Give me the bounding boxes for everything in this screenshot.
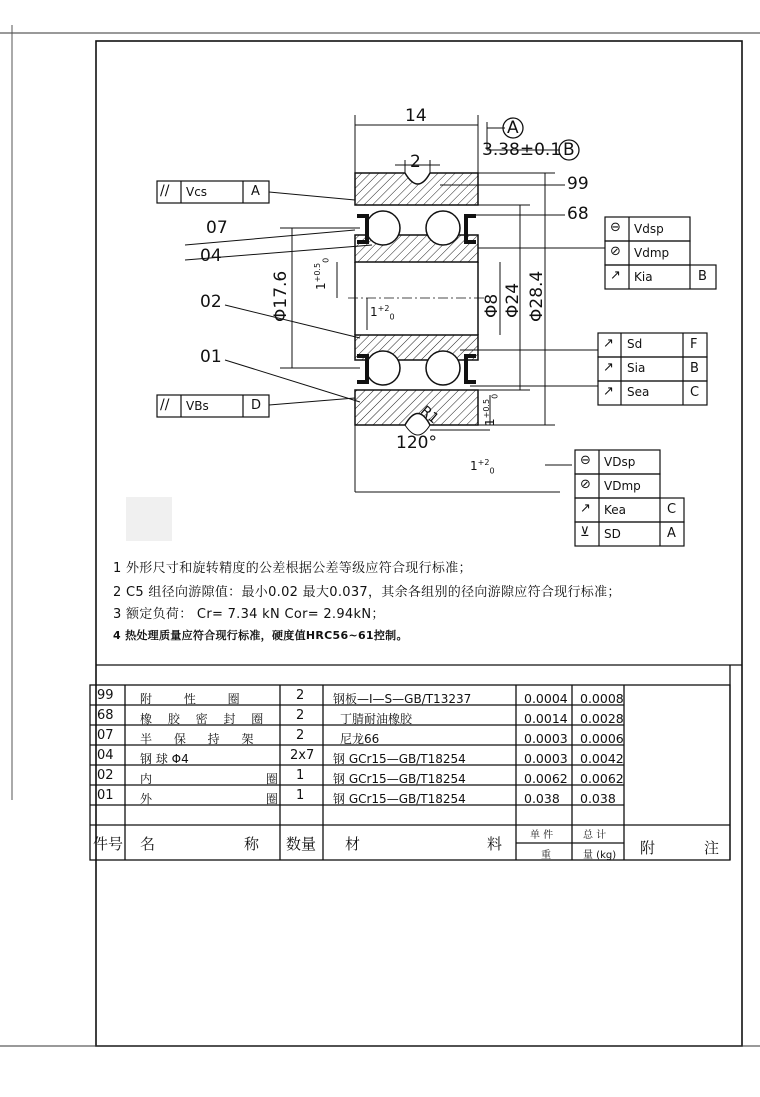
row-unit: 0.0062 [524,771,568,786]
row-name: 钢 球 Φ4 [140,752,189,766]
row-qty: 1 [296,768,305,783]
bearing-section [348,173,485,428]
datum-b-label: B [563,140,575,160]
tol-c-upper: +2 [477,458,490,467]
tol-c-lower: 0 [489,466,495,476]
header-material-b: 料 [487,835,503,853]
header-total: 总 计 [583,830,607,841]
row-no: 02 [97,768,114,783]
row-unit: 0.0014 [524,711,568,726]
r3-ref-3: A [667,526,676,541]
part-label-02: 02 [200,292,222,312]
r1-sym-0: ⊖ [610,220,621,235]
row-material: 钢 GCr15—GB/T18254 [333,752,466,766]
row-total: 0.0006 [580,731,624,746]
r1-sym-1: ⊘ [610,244,621,259]
header-qty: 数量 [286,835,317,853]
dim-width: 14 [405,106,427,126]
r3-name-1: VDmp [604,479,641,493]
tol-d-lower: 0 [490,393,500,399]
tol-d-base: 1 [483,418,497,426]
row-qty: 2 [296,708,305,723]
header-unit: 单 件 [530,830,554,841]
dim-d284: Φ28.4 [527,270,547,322]
r2-ref-1: B [690,361,699,376]
r1-ref-2: B [698,269,707,284]
header-weight-b: 量 (kg) [583,850,617,861]
row-total: 0.0008 [580,691,624,706]
dim-r1: R1 [417,402,442,428]
row-material: 钢板—I—S—GB/T13237 [333,692,472,706]
ball-top-right [426,211,460,245]
r1-name-1: Vdmp [634,246,670,260]
dim-d8: Φ8 [482,293,502,318]
row-name: 橡 胶 密 封 圈 [140,712,264,726]
tol-b-upper: +2 [377,304,390,313]
r2-ref-0: F [690,337,698,352]
r2-sym-1: ↗ [603,360,614,375]
row-unit: 0.0003 [524,751,568,766]
header-name-a: 名 [140,835,156,853]
r2-sym-2: ↗ [603,384,614,399]
row-no: 07 [97,728,114,743]
tol-b-base: 1 [370,305,378,319]
tol-b [370,304,395,321]
row-qty: 2 [296,688,305,703]
dim-groove: 2 [410,152,421,172]
r3-sym-2: ↗ [580,501,591,516]
r3-sym-3: ⊻ [580,525,590,540]
row-qty: 2 [296,728,305,743]
outer-ring-top [355,173,478,205]
dim-d176: Φ17.6 [271,270,291,322]
tol-d-upper: +0.5 [482,398,491,419]
dim-angle: 120° [396,433,437,453]
row-no: 99 [97,688,114,703]
header-remark-a: 附 [640,839,656,857]
outer-ring-bottom [355,390,478,428]
r3-sym-1: ⊘ [580,477,591,492]
note-2: 2 C5 组径向游隙值：最小0.02 最大0.037，其余各组别的径向游隙应符合现行标准； [113,585,621,600]
r2-name-0: Sd [627,337,643,351]
row-qty: 2x7 [290,748,315,763]
r3-name-0: VDsp [604,455,636,469]
scan-patch [126,497,172,541]
row-no: 01 [97,788,114,803]
note-3: 3 额定负荷： Cr= 7.34 kN Cor= 2.94kN； [113,607,385,622]
header-material-a: 材 [345,835,361,853]
part-label-04: 04 [200,246,222,266]
row-total: 0.0028 [580,711,624,726]
r2-name-1: Sia [627,361,646,375]
row-no: 04 [97,748,114,763]
header-part-no: 件号 [93,835,124,853]
header-remark-b: 注 [704,839,720,857]
tol-d [482,394,499,426]
r3-ref-2: C [667,502,677,517]
tol-c [470,458,495,475]
r3-name-2: Kea [604,503,627,517]
ball-bottom-left [366,351,400,385]
header-weight-a: 重 [541,850,551,861]
row-name: 半 保 持 架 [140,732,254,746]
tol-a-base: 1 [314,282,328,290]
tol-a-upper: +0.5 [313,262,322,283]
dim-d24: Φ24 [503,282,523,318]
note-1: 1 外形尺寸和旋转精度的公差根据公差等级应符合现行标准； [113,561,472,576]
tol-a [313,258,330,290]
row-material: 钢 GCr15—GB/T18254 [333,792,466,806]
part-label-01: 01 [200,347,222,367]
note-4: 4 热处理质量应符合现行标准，硬度值HRC56~61控制。 [113,629,408,642]
r3-sym-0: ⊖ [580,453,591,468]
row-name: 内 圈 [140,772,278,786]
vbs-ref: D [251,398,262,413]
tol-c-base: 1 [470,459,478,473]
r1-name-0: Vdsp [634,222,664,236]
vbs-symbol: // [160,397,170,413]
header-name-b: 称 [244,835,260,853]
datum-a-label: A [507,118,519,138]
tol-b-lower: 0 [389,312,395,322]
row-qty: 1 [296,788,305,803]
row-name: 外 圈 [140,792,278,806]
r2-ref-2: C [690,385,700,400]
vbs-name: VBs [186,399,209,413]
r2-sym-0: ↗ [603,336,614,351]
ball-bottom-right [426,351,460,385]
row-total: 0.0062 [580,771,624,786]
part-label-07: 07 [206,218,228,238]
row-total: 0.038 [580,791,616,806]
dim-offset: 3.38±0.1 [482,140,562,160]
part-label-99: 99 [567,174,589,194]
row-name: 附 性 圈 [140,692,240,706]
vcs-ref: A [251,184,260,199]
part-label-68: 68 [567,204,589,224]
row-no: 68 [97,708,114,723]
vcs-symbol: // [160,183,170,199]
r1-name-2: Kia [634,270,653,284]
r3-name-3: SD [604,527,621,541]
row-material: 丁腈耐油橡胶 [340,712,413,726]
row-unit: 0.0004 [524,691,568,706]
row-unit: 0.0003 [524,731,568,746]
vcs-name: Vcs [186,185,208,199]
r1-sym-2: ↗ [610,268,621,283]
tol-a-lower: 0 [321,257,331,263]
row-unit: 0.038 [524,791,560,806]
row-total: 0.0042 [580,751,624,766]
row-material: 尼龙66 [340,732,380,746]
ball-top-left [366,211,400,245]
r2-name-2: Sea [627,385,650,399]
row-material: 钢 GCr15—GB/T18254 [333,772,466,786]
